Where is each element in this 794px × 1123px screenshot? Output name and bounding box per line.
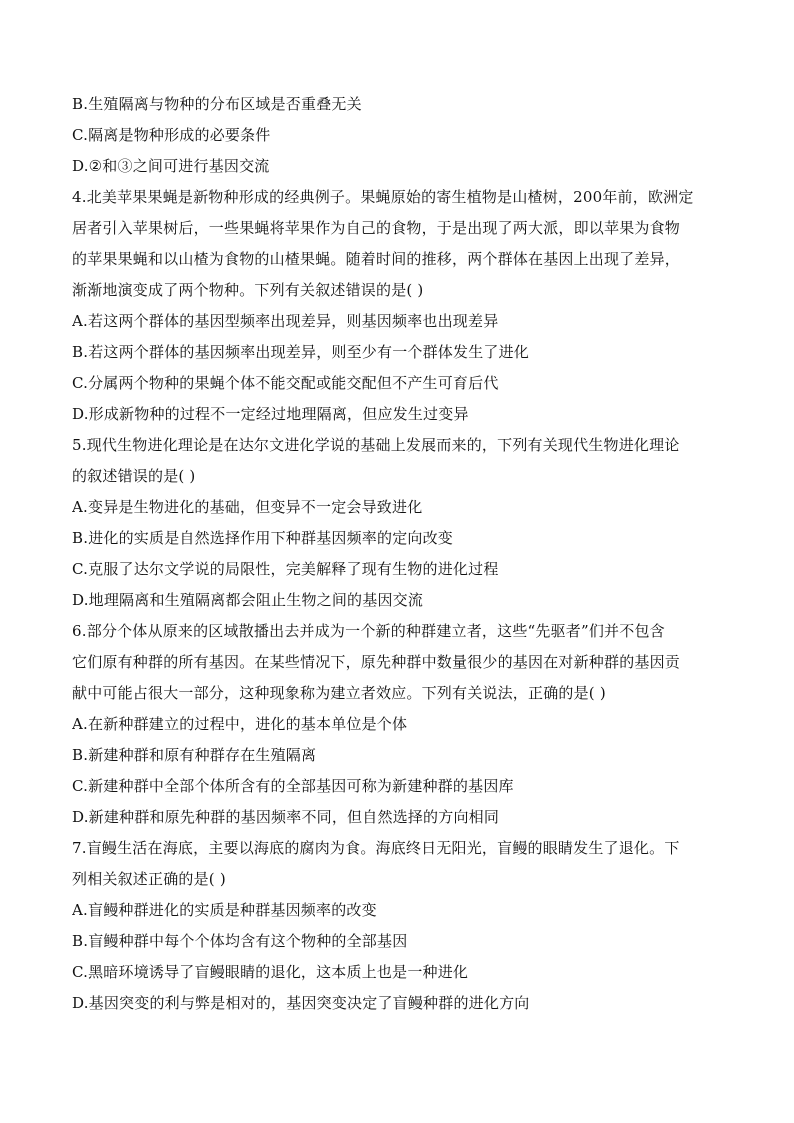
- text-line: C.黑暗环境诱导了盲鳗眼睛的退化，这本质上也是一种进化: [72, 963, 469, 981]
- option-3d: [72, 151, 722, 182]
- text-line: 5.现代生物进化理论是在达尔文进化学说的基础上发展而来的，下列有关现代生物进化理论: [72, 436, 680, 454]
- text-line: C.分属两个物种的果蝇个体不能交配或能交配但不产生可育后代: [72, 374, 499, 392]
- text-line: C.隔离是物种形成的必要条件: [72, 126, 271, 144]
- text-line: B.生殖隔离与物种的分布区域是否重叠无关: [72, 95, 362, 113]
- option-4d: [72, 399, 722, 430]
- option-5c: [72, 554, 722, 585]
- question-6-stem: [72, 616, 722, 709]
- text-line: A.若这两个群体的基因型频率出现差异，则基因频率也出现差异: [72, 312, 499, 330]
- text-line: A.在新种群建立的过程中，进化的基本单位是个体: [72, 715, 408, 733]
- text-line: C.克服了达尔文学说的局限性，完美解释了现有生物的进化过程: [72, 560, 499, 578]
- option-5a: [72, 492, 722, 523]
- text-line: 6.部分个体从原来的区域散播出去并成为一个新的种群建立者，这些“先驱者”们并不包含: [72, 622, 665, 640]
- option-3b: [72, 89, 722, 120]
- text-line: A.盲鳗种群进化的实质是种群基因频率的改变: [72, 901, 377, 919]
- option-3c: [72, 120, 722, 151]
- text-line: B.盲鳗种群中每个个体均含有这个物种的全部基因: [72, 932, 408, 950]
- option-5d: [72, 585, 722, 616]
- text-line: D.基因突变的利与弊是相对的，基因突变决定了盲鳗种群的进化方向: [72, 994, 530, 1012]
- option-4a: [72, 306, 722, 337]
- text-line: B.进化的实质是自然选择作用下种群基因频率的定向改变: [72, 529, 453, 547]
- option-6c: [72, 771, 722, 802]
- text-line: 居者引入苹果树后，一些果蝇将苹果作为自己的食物，于是出现了两大派，即以苹果为食物: [72, 219, 681, 237]
- option-6a: [72, 709, 722, 740]
- text-line: D.地理隔离和生殖隔离都会阻止生物之间的基因交流: [72, 591, 424, 609]
- text-line: 渐渐地演变成了两个物种。下列有关叙述错误的是( ): [72, 281, 424, 299]
- document-page: [72, 89, 722, 1019]
- text-line: 的苹果果蝇和以山楂为食物的山楂果蝇。随着时间的推移，两个群体在基因上出现了差异，: [72, 250, 681, 268]
- text-line: A.变异是生物进化的基础，但变异不一定会导致进化: [72, 498, 423, 516]
- option-6b: [72, 740, 722, 771]
- text-line: D.②和③之间可进行基因交流: [72, 157, 270, 175]
- option-7a: [72, 895, 722, 926]
- text-line: 4.北美苹果果蝇是新物种形成的经典例子。果蝇原始的寄生植物是山楂树，200年前，欧洲定: [72, 188, 694, 206]
- option-7b: [72, 926, 722, 957]
- option-6d: [72, 802, 722, 833]
- option-7c: [72, 957, 722, 988]
- text-line: 献中可能占很大一部分，这种现象称为建立者效应。下列有关说法，正确的是( ): [72, 684, 606, 702]
- question-4-stem: [72, 182, 722, 306]
- text-line: B.新建种群和原有种群存在生殖隔离: [72, 746, 317, 764]
- text-line: 它们原有种群的所有基因。在某些情况下，原先种群中数量很少的基因在对新种群的基因贡: [72, 653, 681, 671]
- text-line: D.新建种群和原先种群的基因频率不同，但自然选择的方向相同: [72, 808, 500, 826]
- option-4b: [72, 337, 722, 368]
- question-7-stem: [72, 833, 722, 895]
- text-line: 的叙述错误的是( ): [72, 467, 196, 485]
- text-line: B.若这两个群体的基因频率出现差异，则至少有一个群体发生了进化: [72, 343, 529, 361]
- text-line: 列相关叙述正确的是( ): [72, 870, 226, 888]
- text-line: D.形成新物种的过程不一定经过地理隔离，但应发生过变异: [72, 405, 469, 423]
- question-5-stem: [72, 430, 722, 492]
- text-line: 7.盲鳗生活在海底，主要以海底的腐肉为食。海底终日无阳光，盲鳗的眼睛发生了退化。下: [72, 839, 680, 857]
- option-4c: [72, 368, 722, 399]
- text-line: C.新建种群中全部个体所含有的全部基因可称为新建种群的基因库: [72, 777, 514, 795]
- option-7d: [72, 988, 722, 1019]
- option-5b: [72, 523, 722, 554]
